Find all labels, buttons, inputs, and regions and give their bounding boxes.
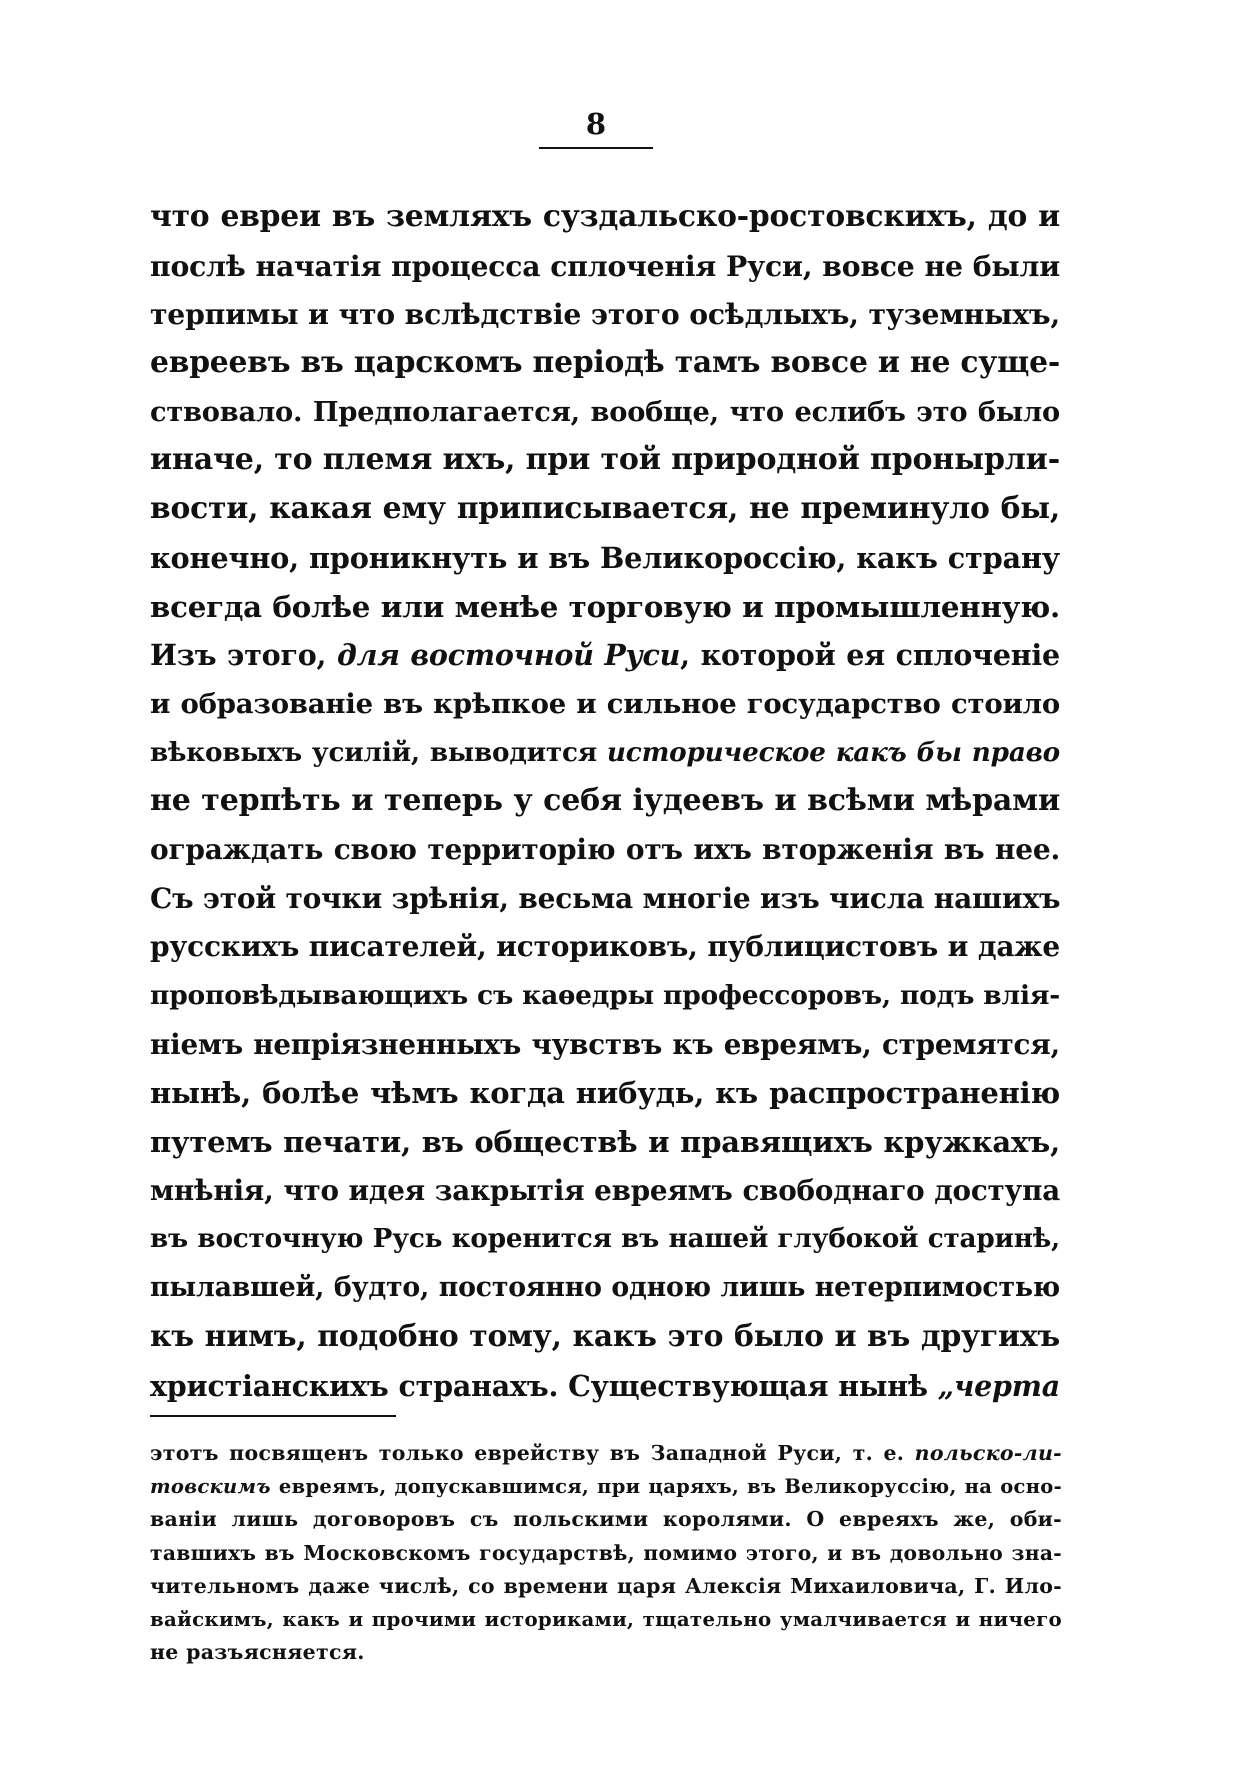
- text-span: Изъ этого,: [150, 638, 337, 673]
- text-span: терпимы и что вслѣдствіе этого осѣдлыхъ, туземныхъ,: [150, 297, 1060, 332]
- text-span: этотъ посвященъ только еврейству въ Западной Руси, т. е.: [150, 1441, 915, 1465]
- footnote-line: [150, 1603, 1062, 1636]
- text-span: тавшихъ въ Московскомъ государствѣ, помимо этого, и въ довольно зна-: [150, 1540, 1062, 1565]
- text-span: ніемъ непріязненныхъ чувствъ къ евреямъ, стремятся,: [150, 1027, 1060, 1061]
- text-line: [150, 388, 1060, 437]
- italic-text-span: для восточной Руси: [336, 638, 681, 673]
- text-span: Съ этой точки зрѣнія, весьма многіе изъ числа нашихъ: [150, 881, 1061, 915]
- text-span: всегда болѣе или менѣе торговую и промышленную.: [150, 589, 1060, 624]
- text-span: конечно, проникнуть и въ Великороссію, какъ страну: [150, 540, 1060, 575]
- text-line: [150, 1021, 1060, 1070]
- text-span: евреевъ въ царскомъ періодѣ тамъ вовсе и не суще-: [150, 345, 1060, 381]
- text-line: [150, 290, 1060, 339]
- text-line: [150, 1215, 1060, 1264]
- text-line: [150, 777, 1060, 826]
- italic-text-span: историческое какъ бы право: [606, 736, 1060, 768]
- text-span: христіанскихъ странахъ. Существующая нынѣ: [150, 1368, 938, 1403]
- text-span: проповѣдывающихъ съ каѳедры профессоровъ, подъ влія-: [150, 980, 1060, 1011]
- text-line: [150, 583, 1060, 632]
- text-span: что евреи въ земляхъ суздальско-ростовскихъ, до и: [150, 199, 1060, 234]
- text-line: [150, 1118, 1060, 1167]
- text-span: ваніи лишь договоровъ съ польскими королями. О евреяхъ же, оби-: [150, 1507, 1062, 1532]
- footnote-line: [150, 1437, 1062, 1470]
- page-number-rule: [539, 147, 653, 149]
- footnote-text: [150, 1437, 1062, 1669]
- text-line: [150, 1362, 1060, 1411]
- text-span: вѣковыхъ усилій, выводится: [150, 736, 607, 768]
- text-span: не терпѣть и теперь у себя іудеевъ и всѣми мѣрами: [150, 783, 1060, 819]
- footnote-line: [150, 1636, 1062, 1669]
- text-line: [150, 680, 1060, 729]
- text-line: [150, 729, 1060, 778]
- text-span: ограждать свою территорію отъ ихъ вторженія въ нее.: [150, 832, 1060, 866]
- text-line: [150, 972, 1060, 1021]
- text-span: и образованіе въ крѣпкое и сильное государство стоило: [150, 687, 1060, 720]
- text-line: [150, 436, 1060, 485]
- text-span: ствовало. Предполагается, вообще, что еслибъ это было: [150, 395, 1060, 428]
- text-span: чительномъ даже числѣ, со времени царя Алексія Михаиловича, Г. Ило-: [150, 1573, 1062, 1598]
- text-span: русскихъ писателей, историковъ, публицистовъ и даже: [150, 930, 1060, 964]
- text-span: вайскимъ, какъ и прочими историками, тщательно умалчивается и ничего: [150, 1606, 1062, 1631]
- footnote-separator: [150, 1415, 396, 1417]
- footnote-line: [150, 1470, 1062, 1503]
- italic-text-span: товскимъ: [150, 1475, 271, 1499]
- text-line: [150, 485, 1060, 534]
- text-span: не разъясняется.: [150, 1640, 365, 1665]
- text-line: [150, 242, 1060, 291]
- text-span: послѣ начатія процесса сплоченія Руси, вовсе не были: [150, 248, 1060, 283]
- text-line: [150, 923, 1060, 972]
- text-line: [150, 1167, 1060, 1216]
- main-text: [150, 193, 1060, 1410]
- text-span: евреямъ, допускавшимся, при царяхъ, въ Великоруссію, на осно-: [270, 1475, 1062, 1499]
- text-span: къ нимъ, подобно тому, какъ это было и въ другихъ: [150, 1318, 1060, 1354]
- italic-text-span: „черта: [937, 1368, 1060, 1403]
- text-line: [150, 1069, 1060, 1118]
- italic-text-span: польско-ли-: [914, 1441, 1062, 1465]
- text-line: [150, 631, 1060, 680]
- text-line: [150, 1264, 1060, 1313]
- text-span: иначе, то племя ихъ, при той природной пронырли-: [150, 442, 1060, 478]
- footnote-line: [150, 1537, 1062, 1570]
- text-span: нынѣ, болѣе чѣмъ когда нибудь, къ распространенію: [150, 1076, 1060, 1111]
- text-line: [150, 826, 1060, 875]
- footnote-line: [150, 1570, 1062, 1603]
- text-span: вости, какая ему приписывается, не преминуло бы,: [150, 491, 1060, 527]
- text-span: мнѣнія, что идея закрытія евреямъ свободнаго доступа: [150, 1173, 1060, 1207]
- text-line: [150, 875, 1060, 924]
- text-span: , которой ея сплоченіе: [680, 638, 1060, 673]
- text-line: [150, 193, 1060, 242]
- text-line: [150, 339, 1060, 388]
- text-line: [150, 534, 1060, 583]
- text-line: [150, 1313, 1060, 1362]
- text-span: пылавшей, будто, постоянно одною лишь нетерпимостью: [150, 1272, 1060, 1304]
- text-span: путемъ печати, въ обществѣ и правящихъ кружкахъ,: [150, 1125, 1060, 1160]
- text-span: въ восточную Русь коренится въ нашей глубокой старинѣ,: [150, 1223, 1060, 1255]
- footnote-line: [150, 1503, 1062, 1536]
- page-number: 8: [585, 107, 607, 141]
